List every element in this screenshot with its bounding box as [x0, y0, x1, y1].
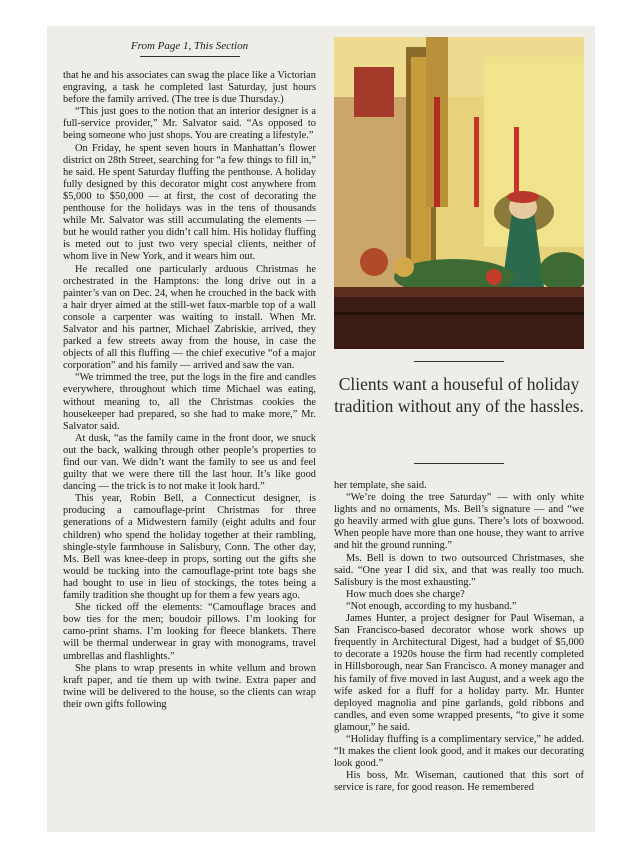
paragraph: His boss, Mr. Wiseman, cautioned that this sort of service is rare, for good reason. He remembered — [334, 770, 584, 794]
paragraph: that he and his associates can swag the place like a Victorian engraving, a task he completed last Saturday, just hours before the family arrived. (The tree is due Thursday.) — [63, 70, 316, 106]
paragraph: “We trimmed the tree, put the logs in the fire and candles everywhere, throughout which time Michael was eating, without meaning to, all the Christmas cookies the housekeeper had prepared, so she had to make more,” Mr. Salvator said. — [63, 372, 316, 432]
article-left-column — [63, 70, 316, 711]
paragraph: She ticked off the elements: “Camouflage braces and bow ties for the men; boudoir pillows. I’m looking for camo-print shams. I’m looking for fleece blankets. There will be thermal underwear in gray with monograms, travel umbrellas and flashlights.” — [63, 602, 316, 662]
article-right-column — [334, 480, 584, 794]
paragraph: On Friday, he spent seven hours in Manhattan’s flower district on 28th Street, searching for “a few things to fill in,” he said. He spent Saturday fluffing the penthouse. A holiday fully designed by this decorator might cost anywhere from $5,000 to $50,000 — at first, the cost of decorating the penthouse for the holidays was in the tens of thousands while Mr. Salvator was still accumulating the elements — but he would rather you didn’t call him. His holiday fluffing is meted out to just two very special clients, neither of whom live in New York, and it wears him out. — [63, 142, 316, 263]
paragraph: She plans to wrap presents in white vellum and brown kraft paper, and tie them up with twine. Extra paper and twine will be delivered to the house, so the clients can wrap their own gifts following — [63, 662, 316, 710]
pull-quote: Clients want a houseful of holiday tradition without any of the hassles. — [334, 374, 584, 416]
kicker-rule — [140, 56, 240, 57]
pullquote-rule-bottom — [414, 463, 504, 464]
paragraph: “We’re doing the tree Saturday” — with only white lights and no ornaments, Ms. Bell’s signature — and “we go heavily armed with glue guns. There’s lots of boxwood. When people have more than one house, they want to arrive and hit the ground running.” — [334, 492, 584, 552]
paragraph: “Not enough, according to my husband.” — [346, 600, 517, 612]
continuation-kicker: From Page 1, This Section — [130, 40, 249, 52]
paragraph: her template, she said. — [334, 480, 427, 491]
paragraph: “Holiday fluffing is a complimentary service,” he added. “It makes the client look good, and it makes our decorating look good.” — [334, 733, 584, 770]
paragraph: This year, Robin Bell, a Connecticut designer, is producing a camouflage-print Christmas for three generations of a Midwestern family (eight adults and four children) who spend the holiday together at their rambling, shingle-style farmhouse in Salisbury, Conn. The other day, Ms. Bell was knee-deep in props, sorting out the gifts she would be tucking into the camouflage-print tote bags she had bought to use in lieu of stockings, the totes being a family tradition she thought up for them a few years ago. — [63, 493, 316, 602]
pullquote-rule-top — [414, 361, 504, 362]
paragraph: “This just goes to the notion that an interior designer is a full-service provider,” Mr. Salvator said. “As opposed to being someone who just shops. You are creating a lifestyle.” — [63, 106, 316, 142]
paragraph: James Hunter, a project designer for Paul Wiseman, a San Francisco-based decorator whose work shows up frequently in Architectural Digest, had a budget of $5,000 to decorate a 1920s house the firm had recently completed in Hillsborough, near San Francisco. A money manager and his family of five moved in last August, and a week ago the wife asked for a fluff for a holiday party. Mr. Hunter deployed magnolia and pine garlands, gold ribbons and candles, and even some wrapped presents, “to give it some glamour,” he said. — [334, 613, 584, 733]
paragraph: He recalled one particularly arduous Christmas he orchestrated in the Hamptons: the long drive out in a painter’s van on Dec. 24, when he crouched in the back with a hair dryer aimed at the still-wet faux-marble top of a wall console a carpenter was waiting to install. When Mr. Salvator and his partner, Michael Zabriskie, arrived, they parked a few streets away from the house, in case the objects of all this fluffing — the chief executive “of a major corporation” and his family — arrived and saw the van. — [63, 263, 316, 372]
holiday-mantel-photo — [334, 37, 584, 349]
paragraph: How much does she charge? — [346, 588, 465, 600]
paragraph: Ms. Bell is down to two outsourced Christmases, she said. “One year I did six, and that was really too much. Salisbury is the most exhausting.” — [334, 552, 584, 588]
paragraph: At dusk, “as the family came in the front door, we snuck out the back, walking through other people’s properties to find our van. We didn’t want the family to see us and feel guilty that we were there till the last hour. It’s like good dancing — the trick is to not make it look hard.” — [63, 432, 316, 493]
